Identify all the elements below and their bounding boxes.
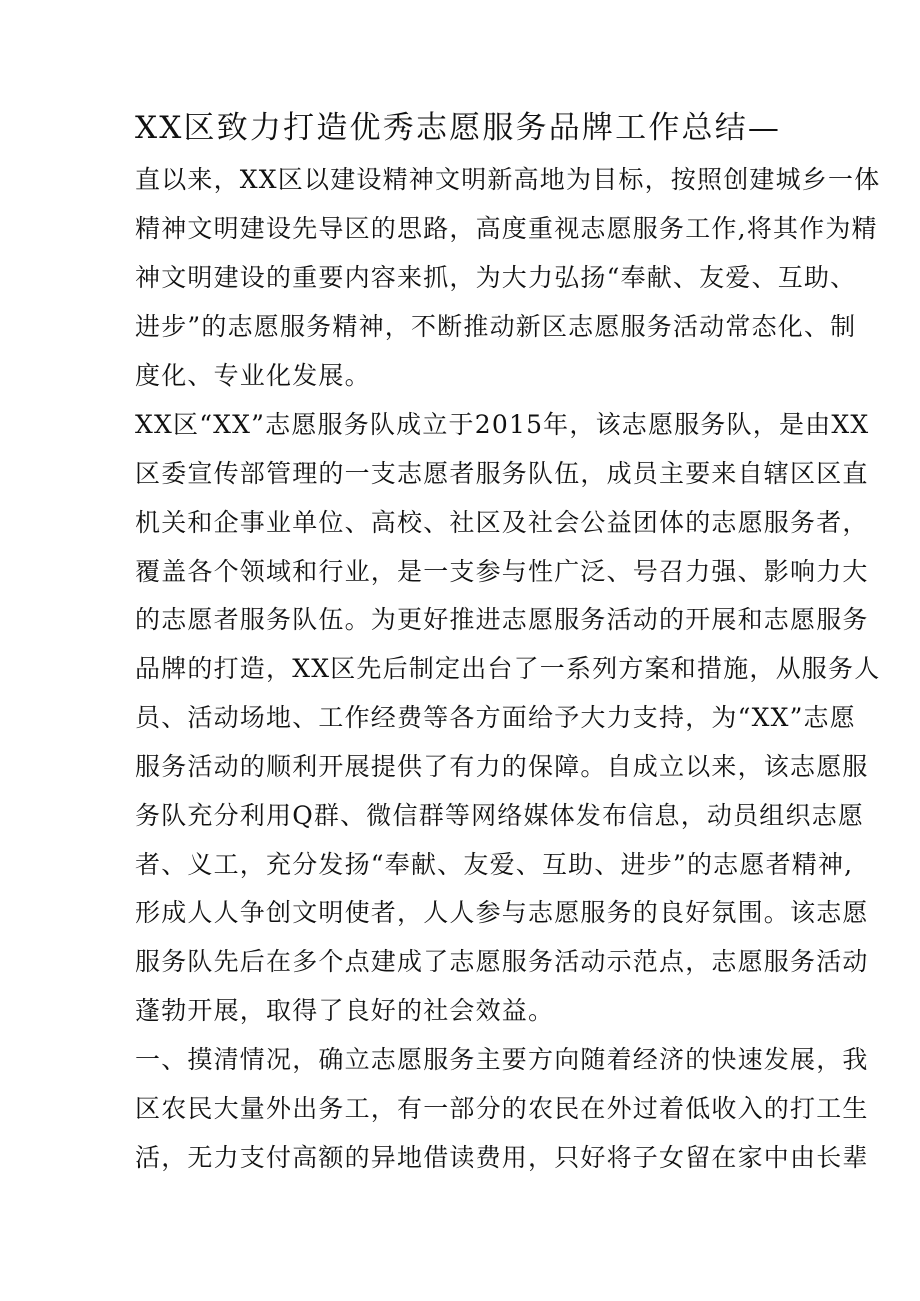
paragraph-2-line-2: 区委宣传部管理的一支志愿者服务队伍，成员主要来自辖区区直 <box>135 459 869 488</box>
document-title: XX区致力打造优秀志愿服务品牌工作总结— <box>135 110 782 146</box>
paragraph-2-line-4: 覆盖各个领域和行业，是一支参与性广泛、号召力强、影响力大 <box>135 557 869 586</box>
paragraph-3-line-1: 一、摸清情况，确立志愿服务主要方向随着经济的快速发展，我 <box>135 1045 869 1074</box>
paragraph-2-line-9: 务队充分利用Q群、微信群等网络媒体发布信息，动员组织志愿 <box>135 801 865 830</box>
paragraph-2-line-13: 蓬勃开展，取得了良好的社会效益。 <box>135 996 555 1025</box>
paragraph-1-line-2: 精神文明建设先导区的思路，高度重视志愿服务工作,将其作为精 <box>135 214 878 243</box>
paragraph-2-line-3: 机关和企事业单位、高校、社区及社会公益团体的志愿服务者， <box>135 508 869 537</box>
paragraph-1-line-4: 进步”的志愿服务精神，不断推动新区志愿服务活动常态化、制 <box>135 312 857 341</box>
paragraph-1-line-5: 度化、专业化发展。 <box>135 361 371 390</box>
paragraph-2-line-8: 服务活动的顺利开展提供了有力的保障。自成立以来，该志愿服 <box>135 752 869 781</box>
paragraph-2-line-6: 品牌的打造，XX区先后制定出台了一系列方案和措施，从服务人 <box>135 654 881 683</box>
paragraph-3-line-3: 活，无力支付高额的异地借读费用，只好将子女留在家中由长辈 <box>135 1143 869 1172</box>
paragraph-2-line-10: 者、义工，充分发扬“奉献、友爱、互助、进步”的志愿者精神, <box>135 850 854 879</box>
paragraph-2-line-5: 的志愿者服务队伍。为更好推进志愿服务活动的开展和志愿服务 <box>135 605 869 634</box>
paragraph-3-line-2: 区农民大量外出务工，有一部分的农民在外过着低收入的打工生 <box>135 1094 869 1123</box>
paragraph-2-line-12: 服务队先后在多个点建成了志愿服务活动示范点，志愿服务活动 <box>135 947 869 976</box>
paragraph-1-line-3: 神文明建设的重要内容来抓，为大力弘扬“奉献、友爱、互助、 <box>135 263 857 292</box>
paragraph-2-line-7: 员、活动场地、工作经费等各方面给予大力支持，为“XX”志愿 <box>135 703 856 732</box>
paragraph-2-line-11: 形成人人争创文明使者，人人参与志愿服务的良好氛围。该志愿 <box>135 898 869 927</box>
paragraph-1-line-1: 直以来，XX区以建设精神文明新高地为目标，按照创建城乡一体 <box>135 165 881 194</box>
paragraph-2-line-1: XX区“XX”志愿服务队成立于2015年，该志愿服务队，是由XX <box>135 410 870 439</box>
